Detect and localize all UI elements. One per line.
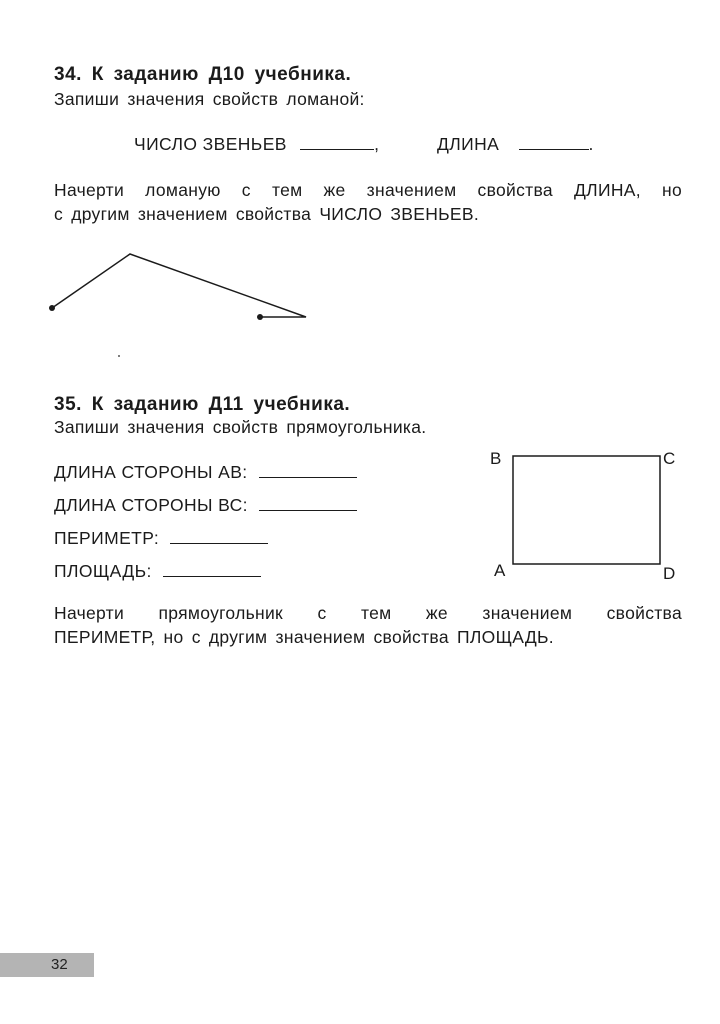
vertex-b-label: В (490, 449, 502, 468)
polyline-figure (49, 254, 306, 320)
polyline-start-point (49, 305, 55, 311)
side-ab-label: ДЛИНА СТОРОНЫ АВ: (54, 462, 248, 482)
vertex-a-label: А (494, 561, 506, 580)
links-count-label: ЧИСЛО ЗВЕНЬЕВ (134, 134, 287, 154)
rectangle-abcd (513, 456, 660, 564)
task-35-draw-instruction-line2: ПЕРИМЕТР, но с другим значением свойства ПЛОЩАДЬ. (54, 627, 554, 647)
links-count-separator: , (374, 134, 380, 154)
page-number-tab (0, 953, 94, 977)
vertex-d-label: D (663, 564, 676, 583)
print-speck (118, 355, 120, 357)
vertex-c-label: С (663, 449, 676, 468)
task-34-draw-instruction-line2: с другим значением свойства ЧИСЛО ЗВЕНЬЕВ. (54, 204, 480, 224)
page-number: 32 (51, 956, 68, 973)
polyline-segments (52, 254, 306, 317)
task-35-instruction: Запиши значения свойств прямоугольника. (54, 417, 427, 437)
task-35-heading: 35. К заданию Д11 учебника. (54, 394, 351, 415)
perimeter-label: ПЕРИМЕТР: (54, 528, 160, 548)
length-end: . (588, 134, 594, 154)
task-34-heading: 34. К заданию Д10 учебника. (54, 64, 352, 85)
task-35-draw-instruction-line1: Начерти прямоугольник с тем же значением свойства (54, 603, 682, 623)
task-34-draw-instruction-line1: Начерти ломаную с тем же значением свойства ДЛИНА, но (54, 180, 682, 200)
task-34-instruction: Запиши значения свойств ломаной: (54, 89, 365, 109)
side-bc-label: ДЛИНА СТОРОНЫ ВС: (54, 495, 248, 515)
polyline-end-point (257, 314, 263, 320)
length-label: ДЛИНА (437, 134, 500, 154)
area-label: ПЛОЩАДЬ: (54, 561, 152, 581)
